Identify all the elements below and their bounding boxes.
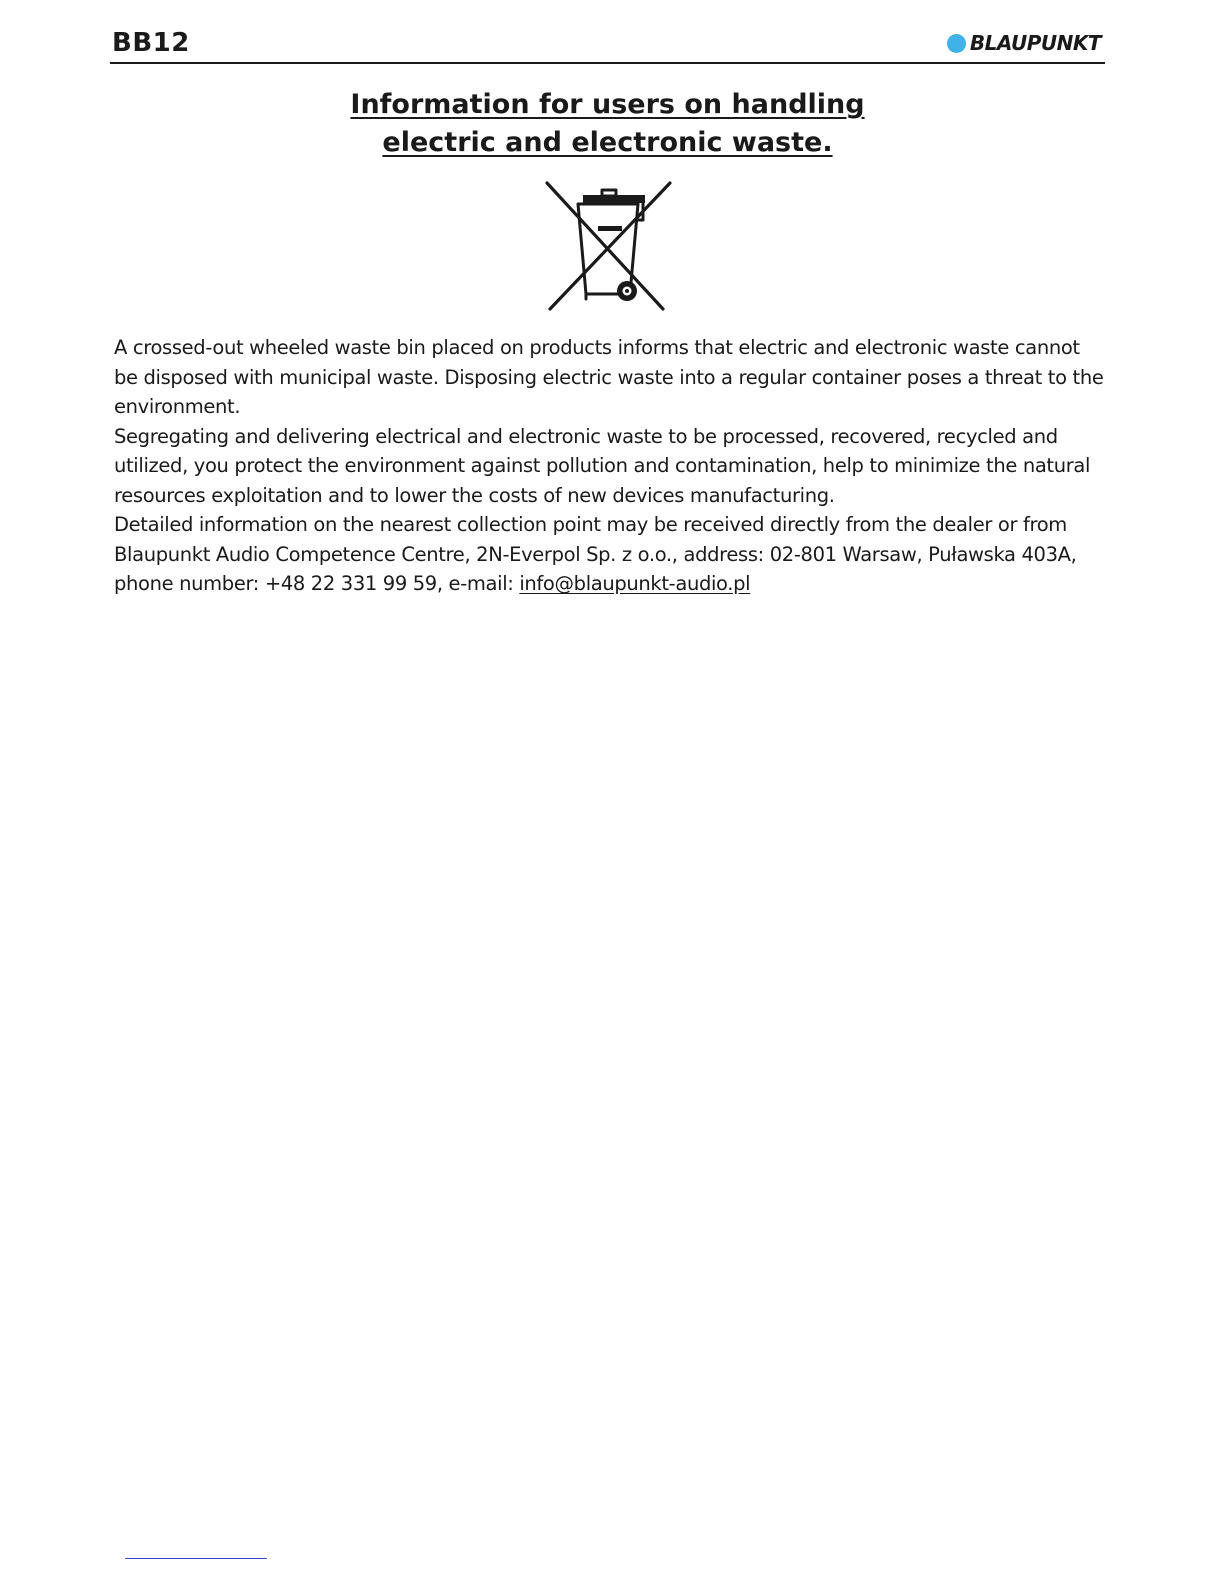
paragraph-symbol-meaning: A crossed-out wheeled waste bin placed on products informs that electric and electronic waste cannot be disposed with municipal waste. Disposing electric waste into a regular container poses a threat to the environment. bbox=[114, 336, 1104, 418]
email-link[interactable]: info@blaupunkt-audio.pl bbox=[519, 572, 751, 595]
crossed-out-wheeled-bin-icon bbox=[540, 178, 676, 314]
brand-dot-icon bbox=[947, 34, 966, 53]
title-line-2: electric and electronic waste. bbox=[382, 127, 833, 158]
model-number: BB12 bbox=[112, 28, 190, 58]
brand-name: BLAUPUNKT bbox=[969, 31, 1101, 55]
footer-divider bbox=[125, 1558, 267, 1559]
paragraph-recycling-benefits: Segregating and delivering electrical and electronic waste to be processed, recovered, recycled and utilized, you protect the environment against pollution and contamination, help to minimize the natural resources exploitation and to lower the costs of new devices manufacturing. bbox=[114, 424, 1091, 507]
page-header bbox=[110, 26, 1105, 64]
page-title bbox=[110, 86, 1105, 162]
title-line-1: Information for users on handling bbox=[350, 89, 865, 120]
body-text bbox=[114, 333, 1104, 599]
brand-logo bbox=[947, 31, 1101, 55]
collection-info-text: Detailed information on the nearest collection point may be received directly from the dealer or from Blaupunkt Audio Competence Centre, 2N-Everpol Sp. z o.o., address: 02-801 Warsaw, Puławska 403A, phone number: +48 22 331 99 59, e-mail: bbox=[114, 513, 1077, 595]
paragraph-collection-info bbox=[114, 510, 1104, 599]
